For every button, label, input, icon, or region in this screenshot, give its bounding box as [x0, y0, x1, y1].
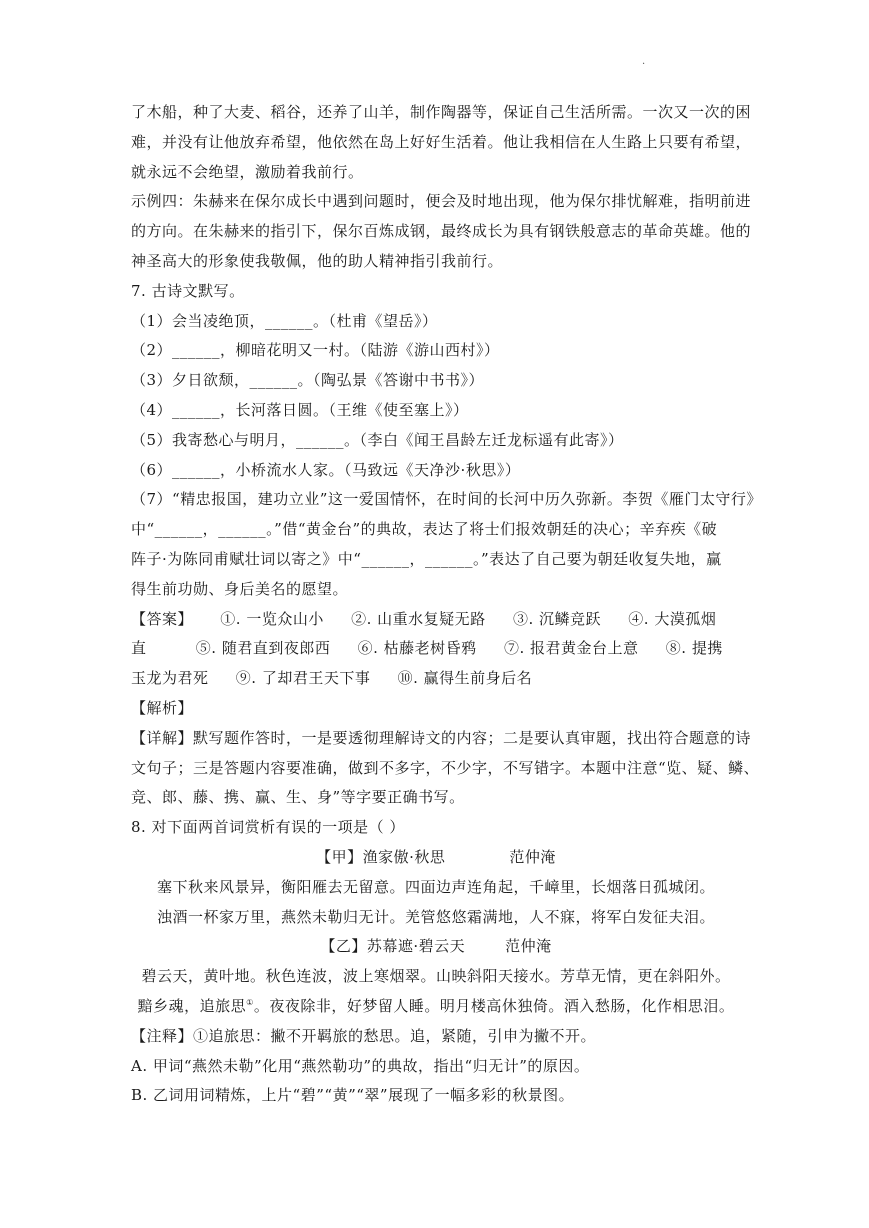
answer-5: ⑤. 随君直到夜郎西 [195, 639, 331, 658]
poem-2-line-part: 黯乡魂，追旅思 [137, 996, 247, 1015]
answer-9: ⑨. 了却君王天下事 [235, 669, 371, 688]
q7-item-7-cont: 中“______，______。”借“黄金台”的典故，表达了将士们报效朝廷的决心；辛弃疾《破 [131, 520, 718, 539]
answer-8: ⑧. 提携 [665, 639, 723, 658]
question-8-title: 8. 对下面两首词赏析有误的一项是（ ） [131, 818, 405, 837]
poem-2-heading [131, 932, 741, 962]
detail-line: 文句子；三是答题内容要准确，做到不多字，不少字，不写错字。本题中注意“览、疑、鳞、 [131, 758, 760, 777]
answer-7: ⑦. 报君黄金台上意 [503, 639, 639, 658]
text-line: 了木船，种了大麦、稻谷，还养了山羊，制作陶器等，保证自己生活所需。一次又一次的困 [131, 103, 752, 121]
answer-1: ①. 一览众山小 [220, 609, 324, 628]
option-a: A. 甲词“燕然未勒”化用“燕然勒功”的典故，指出“归无计”的原因。 [131, 1056, 590, 1075]
answer-10: ⑩. 赢得生前身后名 [397, 669, 533, 688]
poem-2-title: 【乙】苏幕遮·碧云天 [320, 937, 466, 956]
poem-1-line: 塞下秋来风景异，衡阳雁去无留意。四面边声连角起，千嶂里，长烟落日孤城闭。 [156, 877, 715, 896]
q7-item-3: （3）夕日欲颓，______。（陶弘景《答谢中书书》） [131, 371, 485, 390]
page-content [131, 98, 762, 1111]
poem-2-line-part: 。夜夜除非，好梦留人睡。明月楼高休独倚。酒入愁肠，化作相思泪。 [253, 996, 735, 1015]
answer-row [131, 634, 741, 664]
poem-2-line [131, 992, 741, 1022]
answer-3: ③. 沉鳞竞跃 [512, 609, 601, 628]
text-line: 难，并没有让他放弃希望，他依然在岛上好好生活着。他让我相信在人生路上只要有希望， [131, 132, 752, 151]
q7-item-6: （6）______，小桥流水人家。（马致远《天净沙·秋思》） [131, 460, 521, 479]
header-mark: . [642, 56, 646, 67]
poem-1-heading [131, 843, 741, 873]
detail-line: 【详解】默写题作答时，一是要透彻理解诗文的内容；二是要认真审题，找出符合题意的诗 [131, 728, 752, 747]
poem-1-title: 【甲】渔家傲·秋思 [316, 847, 446, 866]
q7-item-4: （4）______，长河落日圆。（王维《使至塞上》） [131, 400, 469, 419]
poem-1-author: 范仲淹 [509, 847, 556, 866]
analysis-label: 【解析】 [131, 698, 194, 717]
q7-item-7-cont: 得生前功勋、身后美名的愿望。 [131, 579, 349, 598]
answer-label: 【答案】 [131, 609, 194, 628]
poem-1-line: 浊酒一杯家万里，燕然未勒归无计。羌管悠悠霜满地，人不寐，将军白发征夫泪。 [156, 907, 715, 926]
text-line: 的方向。在朱赫来的指引下，保尔百炼成钢，最终成长为具有钢铁般意志的革命英雄。他的 [131, 222, 752, 241]
answer-4: ④. 大漠孤烟 [628, 609, 717, 628]
text-line: 示例四：朱赫来在保尔成长中遇到问题时，便会及时地出现，他为保尔排忧解难，指明前进 [131, 192, 752, 211]
answer-row [131, 664, 741, 694]
q7-item-1: （1）会当凌绝顶，______。（杜甫《望岳》） [131, 311, 438, 330]
text-line: 神圣高大的形象使我敬佩，他的助人精神指引我前行。 [131, 251, 504, 270]
answer-2: ②. 山重水复疑无路 [351, 609, 486, 628]
annotation: 【注释】①追旅思：撇不开羁旅的愁思。追，紧随，引申为撇不开。 [131, 1026, 597, 1045]
answer-row [131, 605, 741, 635]
poem-2-author: 范仲淹 [505, 937, 552, 956]
q7-item-2: （2）______，柳暗花明又一村。（陆游《游山西村》） [131, 341, 500, 360]
answer-8-cont: 玉龙为君死 [131, 669, 209, 688]
q7-item-7-cont: 阵子·为陈同甫赋壮词以寄之》中“______，______。”表达了自己要为朝廷收复失地，赢 [131, 549, 722, 568]
footnote-mark: ① [246, 997, 254, 1007]
detail-line: 竞、郎、藤、携、赢、生、身”等字要正确书写。 [131, 788, 465, 807]
q7-item-7: （7）“精忠报国，建功立业”这一爱国情怀，在时间的长河中历久弥新。李贺《雁门太守行》 [131, 490, 762, 509]
option-b: B. 乙词用词精炼，上片“碧”“黄”“翠”展现了一幅多彩的秋景图。 [131, 1086, 575, 1105]
answer-6: ⑥. 枯藤老树昏鸦 [357, 639, 477, 658]
answer-4-cont: 直 [131, 639, 147, 658]
text-line: 就永远不会绝望，激励着我前行。 [131, 162, 364, 181]
poem-2-line: 碧云天，黄叶地。秋色连波，波上寒烟翠。山映斜阳天接水。芳草无情，更在斜阳外。 [141, 967, 731, 986]
question-7-title: 7. 古诗文默写。 [131, 281, 245, 300]
q7-item-5: （5）我寄愁心与明月，______。（李白《闻王昌龄左迁龙标遥有此寄》） [131, 430, 624, 449]
